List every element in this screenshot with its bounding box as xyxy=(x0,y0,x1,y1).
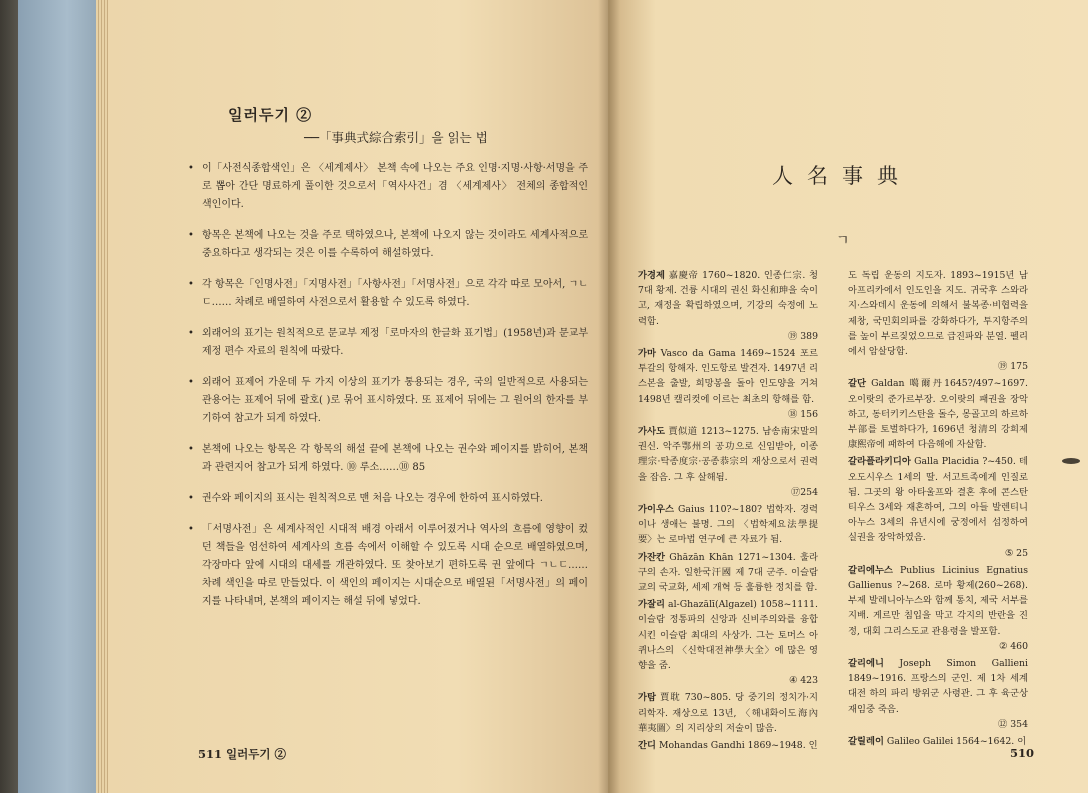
entry-text: 도 독립 운동의 지도자. 1893~1915년 남아프리카에서 인도인을 지도. 귀국후 스와라지·스와데시 운동에 의해서 불복종·비협력을 제창, 국민회의파를 강화하다가, 투지항주의를 높이 부르짖었으므로 급진파와 분열. 펠리에서 암살당함. xyxy=(848,270,1028,358)
entry-text: Publius Licinius Egnatius Gallienus ?~268. 로마 황제(260~268). 부제 발레니아누스와 함께 통치, 제국 서부를 지배. 게르만 침입을 막고 각지의 반란을 진정, 대회 그리스도교 관용령을 발포함. xyxy=(848,564,1028,637)
guide-item: • 각 항목은「인명사전」「지명사전」「사항사전」「서명사전」으로 각각 따로 모아서, ㄱㄴㄷ…… 차례로 배열하여 사전으로서 활용할 수 있도록 하였다. xyxy=(188,276,588,312)
page-subheading: ──「事典式綜合索引」을 읽는 법 xyxy=(304,130,488,145)
guide-item: • 외래어 표제어 가운데 두 가지 이상의 표기가 통용되는 경우, 국의 일반적으로 사용되는 관용어는 표제어 뒤에 괄호( )로 묶어 표시하였다. 또 표제어 뒤에는 그 원어의 한자를 부기하여 참고가 되게 하였다. xyxy=(188,374,588,428)
dictionary-entry xyxy=(848,454,1028,560)
entry-headword: 가마 xyxy=(638,348,656,360)
entry-headword: 가잘리 xyxy=(638,599,665,611)
entry-text: 賈耽 730~805. 당 중기의 정치가·지리학자. 재상으로 13년, 〈해내화이도海內華夷圖〉의 지리상의 저술이 많음. xyxy=(638,692,818,734)
ink-smudge xyxy=(1062,458,1080,464)
entry-text: Joseph Simon Gallieni 1849~1916. 프랑스의 군인. 제 1차 세계대전 하의 파리 방위군 사령관. 그 후 육군상 재임중 죽음. xyxy=(848,658,1028,715)
dictionary-entry xyxy=(848,656,1028,732)
entry-headword: 갈리에누스 xyxy=(848,564,893,576)
dictionary-entry xyxy=(848,563,1028,654)
dictionary-entry xyxy=(638,738,818,753)
section-letter: ㄱ xyxy=(836,233,850,249)
entry-reference: ④ 423 xyxy=(788,675,818,687)
entry-headword: 가이우스 xyxy=(638,504,674,516)
entry-text: Mohandas Gandhi 1869~1948. 인 xyxy=(658,740,818,752)
entry-headword: 가탐 xyxy=(638,692,656,704)
dictionary-entry xyxy=(638,550,818,596)
entry-text: 賈似道 1213~1275. 남송南宋말의 권신. 악주鄂州의 공功으로 신임받아, 이종理宗·탁종度宗·공종恭宗의 재상으로서 권력을 잡음. 그 후 살해됨. xyxy=(638,426,818,483)
right-page xyxy=(608,0,1088,793)
entry-headword: 간디 xyxy=(638,740,656,752)
guide-item: • 권수와 페이지의 표시는 원칙적으로 맨 처음 나오는 경우에 한하여 표시하였다. xyxy=(188,490,588,508)
entry-reference: ⑫ 354 xyxy=(998,718,1028,730)
entry-reference: ② 460 xyxy=(998,640,1028,652)
dictionary-entry xyxy=(638,424,818,500)
entry-reference: ⑱ 156 xyxy=(788,408,818,420)
page-folio-right: 510 xyxy=(1010,746,1035,760)
entry-headword: 갈릴레이 xyxy=(848,736,884,748)
dictionary-entry xyxy=(638,346,818,422)
entry-text: al-Ghazālī(Algazel) 1058~1111. 이슬람 정통파의 신앙과 신비주의와를 융합시킨 이슬람 최대의 사상가. 그는 토머스 아퀴나스의 〈신학대전神學大全〉에 많은 영향을 줌. xyxy=(638,599,818,672)
guide-item: • 외래어의 표기는 원칙적으로 문교부 제정「로마자의 한글화 표기법」(1958년)과 문교부 제정 편수 자료의 원칙에 따랐다. xyxy=(188,325,588,361)
entry-reference: ⑲ 389 xyxy=(788,330,818,342)
dictionary-entry xyxy=(638,597,818,688)
guide-item: • 이「사전식종합색인」은 〈세계제사〉 본책 속에 나오는 주요 인명·지명·사항·서명을 주로 뽑아 간단 명료하게 풀이한 것으로서「역사사건」겸 〈세계제사〉 전체의 종합적인 색인이다. xyxy=(188,160,588,214)
page-folio-left: 511 일러두기 ② xyxy=(198,747,286,761)
entry-headword: 갈리에니 xyxy=(848,658,884,670)
entry-text: Ghāzān Khān 1271~1304. 훌라구의 손자. 일한국汗國 제 7대 군주. 이슬람교의 국교화, 세제 개혁 등 훌륭한 정치를 함. xyxy=(638,551,818,594)
dictionary-title: 人名事典 xyxy=(772,164,912,188)
entry-reference: ⑲ 175 xyxy=(998,361,1028,373)
dictionary-entry xyxy=(638,268,818,344)
entry-headword: 가잔칸 xyxy=(638,551,665,563)
dictionary-entry xyxy=(638,502,818,548)
entry-headword: 가사도 xyxy=(638,426,665,438)
book-gutter-shadow xyxy=(598,0,620,793)
dictionary-entry xyxy=(848,734,1028,749)
entry-text: Galdan 噶爾丹1645?/497~1697. 오이랏의 준가르부장. 오이랏의 패권을 장악하고, 동터키키스탄을 돌수, 몽골고의 하르하 부部를 토벌하다가, 1696년 청淸의 강희제康熙帝에 패하여 다음해에 자살함. xyxy=(848,378,1028,451)
entry-headword: 가경제 xyxy=(638,270,665,281)
entry-headword: 갈라플라키디아 xyxy=(848,456,911,468)
guide-item: • 본책에 나오는 항목은 각 항목의 해설 끝에 본책에 나오는 권수와 페이지를 밝히어, 본책과 관련지어 참고가 되게 하였다. ⑩ 루소……⑩ 85 xyxy=(188,441,588,477)
dictionary-entry xyxy=(638,690,818,736)
entry-headword: 갈단 xyxy=(848,378,866,390)
entry-text: Gaius 110?~180? 법학자. 경력이나 생애는 불명. 그의 〈법학제요法學提要〉는 로마법 연구에 큰 자료가 됨. xyxy=(638,504,818,546)
entry-text: Galileo Galilei 1564~1642. 이 xyxy=(886,736,1027,748)
guide-item: • 「서명사전」은 세계사적인 시대적 배경 아래서 이루어졌거나 역사의 흐름에 영향이 컸던 책들을 엄선하여 세계사의 흐름 속에서 이해할 수 있도록 시대 순으로 배열하였으며, 각장마다 앞에 시대의 대세를 개관하였다. 또 찾아보기 편하도록 권 앞에다 ㄱㄴㄷ…… 차례 색인을 따로 만들었다. 이 색인의 페이지는 시대순으로 배열된「서명사전」의 페이지를 나타내며, 본책의 페이지는 해설 뒤에 넣었다. xyxy=(188,521,588,611)
left-page xyxy=(108,0,608,793)
entry-column-2 xyxy=(848,268,1028,751)
entry-reference: ⑤ 25 xyxy=(1004,547,1028,559)
book-cover-edge xyxy=(18,0,100,793)
guide-list xyxy=(188,160,588,624)
entry-text: Galla Placidia ?~450. 테오도시우스 1세의 딸. 서고트족에게 인질로 됨. 그곳의 왕 아타울프와 결혼 후에 콘스탄티우스 3세와 재혼하여, 그의 아들 발렌티니아누스 3세의 유년시에 궁정에서 섭정하여 실권을 장악하였음. xyxy=(848,456,1028,544)
entry-column-1 xyxy=(638,268,818,755)
entry-text: 嘉慶帝 1760~1820. 인종仁宗. 청 7대 황제. 건륭 시대의 권신 화신和珅을 숙이고, 재정을 확립하였으며, 기강의 숙정에 노력함. xyxy=(638,270,818,327)
dictionary-entry xyxy=(848,268,1028,374)
entry-reference: ⑰254 xyxy=(790,486,818,498)
entry-text: Vasco da Gama 1469~1524 포르투갈의 항해자. 인도항로 발견자. 1497년 리스본을 출발, 희망봉을 돌아 인도양을 거쳐 1498년 캘리컷에 이르는 최초의 항해를 함. xyxy=(638,348,818,405)
page-heading: 일러두기 ② xyxy=(228,106,313,124)
dictionary-entry xyxy=(848,376,1028,452)
guide-item: • 항목은 본책에 나오는 것을 주로 택하였으나, 본책에 나오지 않는 것이라도 세계사적으로 중요하다고 생각되는 것은 이를 수록하여 해설하였다. xyxy=(188,227,588,263)
